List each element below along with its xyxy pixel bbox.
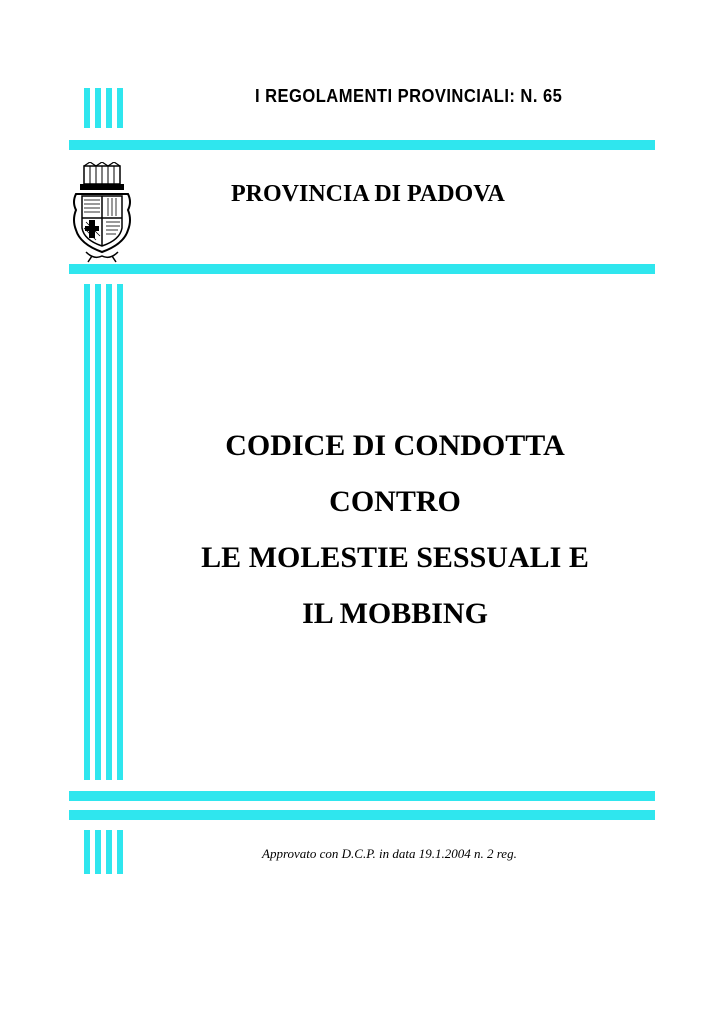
- stripe-group-bottom: [84, 830, 123, 874]
- stripe: [95, 284, 101, 780]
- document-title: [150, 418, 640, 642]
- series-label: I REGOLAMENTI PROVINCIALI: N. 65: [255, 86, 563, 106]
- stripe: [106, 284, 112, 780]
- stripe: [117, 830, 123, 874]
- title-line: IL MOBBING: [302, 597, 488, 630]
- approval-note: Approvato con D.C.P. in data 19.1.2004 n. 2 reg.: [262, 846, 517, 861]
- province-name: PROVINCIA DI PADOVA: [231, 181, 505, 207]
- stripe: [106, 830, 112, 874]
- stripe: [84, 284, 90, 780]
- coat-of-arms-icon: [70, 162, 134, 264]
- divider-bar: [69, 791, 655, 801]
- stripe: [117, 284, 123, 780]
- stripe: [95, 830, 101, 874]
- title-line: CODICE DI CONDOTTA: [225, 429, 565, 462]
- stripe: [84, 88, 90, 128]
- stripe-group-top: [84, 88, 123, 128]
- divider-bar: [69, 264, 655, 274]
- title-line: LE MOLESTIE SESSUALI E: [201, 541, 589, 574]
- title-line: CONTRO: [329, 485, 461, 518]
- stripe: [95, 88, 101, 128]
- stripe: [106, 88, 112, 128]
- divider-bar: [69, 140, 655, 150]
- stripe-group-middle: [84, 284, 123, 780]
- divider-bar: [69, 810, 655, 820]
- stripe: [117, 88, 123, 128]
- stripe: [84, 830, 90, 874]
